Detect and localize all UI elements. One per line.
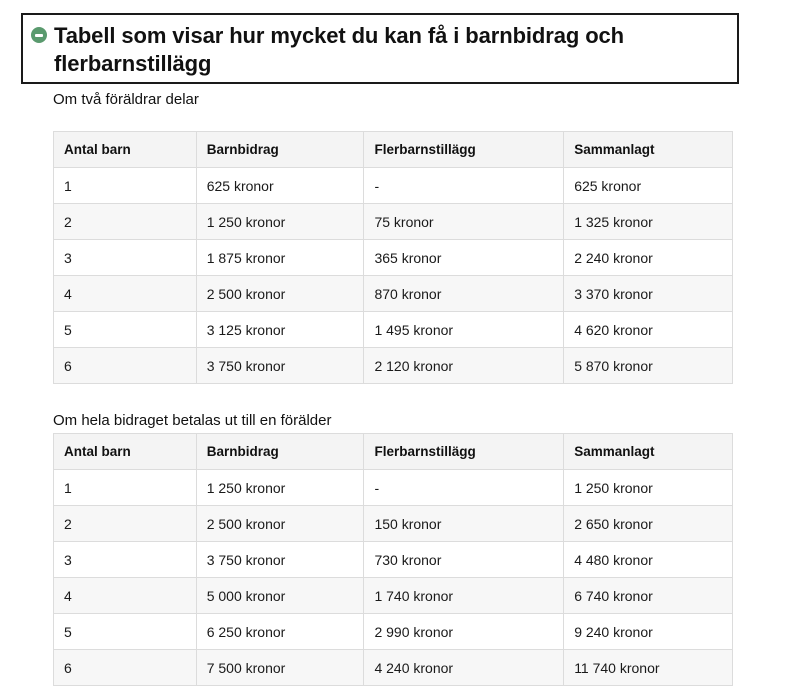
cell-sammanlagt: 2 240 kronor	[564, 240, 733, 276]
cell-barnbidrag: 1 250 kronor	[196, 470, 364, 506]
cell-antal-barn: 2	[54, 506, 197, 542]
cell-antal-barn: 6	[54, 348, 197, 384]
table-row	[54, 542, 733, 578]
cell-barnbidrag: 625 kronor	[196, 168, 364, 204]
cell-barnbidrag: 3 125 kronor	[196, 312, 364, 348]
cell-barnbidrag: 5 000 kronor	[196, 578, 364, 614]
cell-flerbarnstillagg: 75 kronor	[364, 204, 564, 240]
column-header-barnbidrag: Barnbidrag	[196, 132, 364, 168]
cell-antal-barn: 4	[54, 276, 197, 312]
column-header-antal-barn: Antal barn	[54, 132, 197, 168]
accordion-header-toggle[interactable]	[21, 13, 739, 84]
table-header-row	[54, 434, 733, 470]
cell-antal-barn: 2	[54, 204, 197, 240]
cell-flerbarnstillagg: -	[364, 470, 564, 506]
cell-sammanlagt: 1 325 kronor	[564, 204, 733, 240]
cell-flerbarnstillagg: 1 495 kronor	[364, 312, 564, 348]
cell-barnbidrag: 1 875 kronor	[196, 240, 364, 276]
table-row	[54, 470, 733, 506]
table-row	[54, 578, 733, 614]
cell-antal-barn: 6	[54, 650, 197, 686]
cell-antal-barn: 5	[54, 614, 197, 650]
table-row	[54, 240, 733, 276]
cell-flerbarnstillagg: 4 240 kronor	[364, 650, 564, 686]
column-header-sammanlagt: Sammanlagt	[564, 434, 733, 470]
table-row	[54, 506, 733, 542]
table-row	[54, 168, 733, 204]
cell-flerbarnstillagg: 870 kronor	[364, 276, 564, 312]
cell-flerbarnstillagg: 1 740 kronor	[364, 578, 564, 614]
cell-flerbarnstillagg: 730 kronor	[364, 542, 564, 578]
cell-barnbidrag: 3 750 kronor	[196, 348, 364, 384]
table-row	[54, 650, 733, 686]
cell-flerbarnstillagg: 150 kronor	[364, 506, 564, 542]
cell-barnbidrag: 6 250 kronor	[196, 614, 364, 650]
column-header-sammanlagt: Sammanlagt	[564, 132, 733, 168]
cell-antal-barn: 1	[54, 470, 197, 506]
cell-antal-barn: 5	[54, 312, 197, 348]
table-shared-parents	[53, 131, 733, 384]
table-row	[54, 614, 733, 650]
cell-barnbidrag: 3 750 kronor	[196, 542, 364, 578]
cell-sammanlagt: 5 870 kronor	[564, 348, 733, 384]
cell-antal-barn: 3	[54, 542, 197, 578]
cell-flerbarnstillagg: -	[364, 168, 564, 204]
cell-sammanlagt: 1 250 kronor	[564, 470, 733, 506]
table-row	[54, 276, 733, 312]
cell-barnbidrag: 1 250 kronor	[196, 204, 364, 240]
cell-sammanlagt: 4 620 kronor	[564, 312, 733, 348]
section-heading-shared-parents: Om två föräldrar delar	[53, 91, 199, 108]
column-header-flerbarnstillagg: Flerbarnstillägg	[364, 132, 564, 168]
cell-antal-barn: 4	[54, 578, 197, 614]
column-header-flerbarnstillagg: Flerbarnstillägg	[364, 434, 564, 470]
cell-barnbidrag: 2 500 kronor	[196, 276, 364, 312]
cell-antal-barn: 3	[54, 240, 197, 276]
table-row	[54, 312, 733, 348]
section-heading-single-parent: Om hela bidraget betalas ut till en förälder	[53, 412, 332, 429]
table-row	[54, 204, 733, 240]
table-single-parent	[53, 433, 733, 686]
table-row	[54, 348, 733, 384]
column-header-antal-barn: Antal barn	[54, 434, 197, 470]
column-header-barnbidrag: Barnbidrag	[196, 434, 364, 470]
cell-sammanlagt: 625 kronor	[564, 168, 733, 204]
cell-sammanlagt: 6 740 kronor	[564, 578, 733, 614]
cell-barnbidrag: 2 500 kronor	[196, 506, 364, 542]
minus-circle-icon[interactable]	[31, 27, 47, 43]
cell-flerbarnstillagg: 2 120 kronor	[364, 348, 564, 384]
cell-barnbidrag: 7 500 kronor	[196, 650, 364, 686]
cell-flerbarnstillagg: 2 990 kronor	[364, 614, 564, 650]
cell-sammanlagt: 11 740 kronor	[564, 650, 733, 686]
table-header-row	[54, 132, 733, 168]
cell-sammanlagt: 3 370 kronor	[564, 276, 733, 312]
cell-sammanlagt: 2 650 kronor	[564, 506, 733, 542]
cell-sammanlagt: 4 480 kronor	[564, 542, 733, 578]
cell-antal-barn: 1	[54, 168, 197, 204]
cell-flerbarnstillagg: 365 kronor	[364, 240, 564, 276]
accordion-title: Tabell som visar hur mycket du kan få i barnbidrag och flerbarnstillägg	[54, 23, 625, 76]
cell-sammanlagt: 9 240 kronor	[564, 614, 733, 650]
